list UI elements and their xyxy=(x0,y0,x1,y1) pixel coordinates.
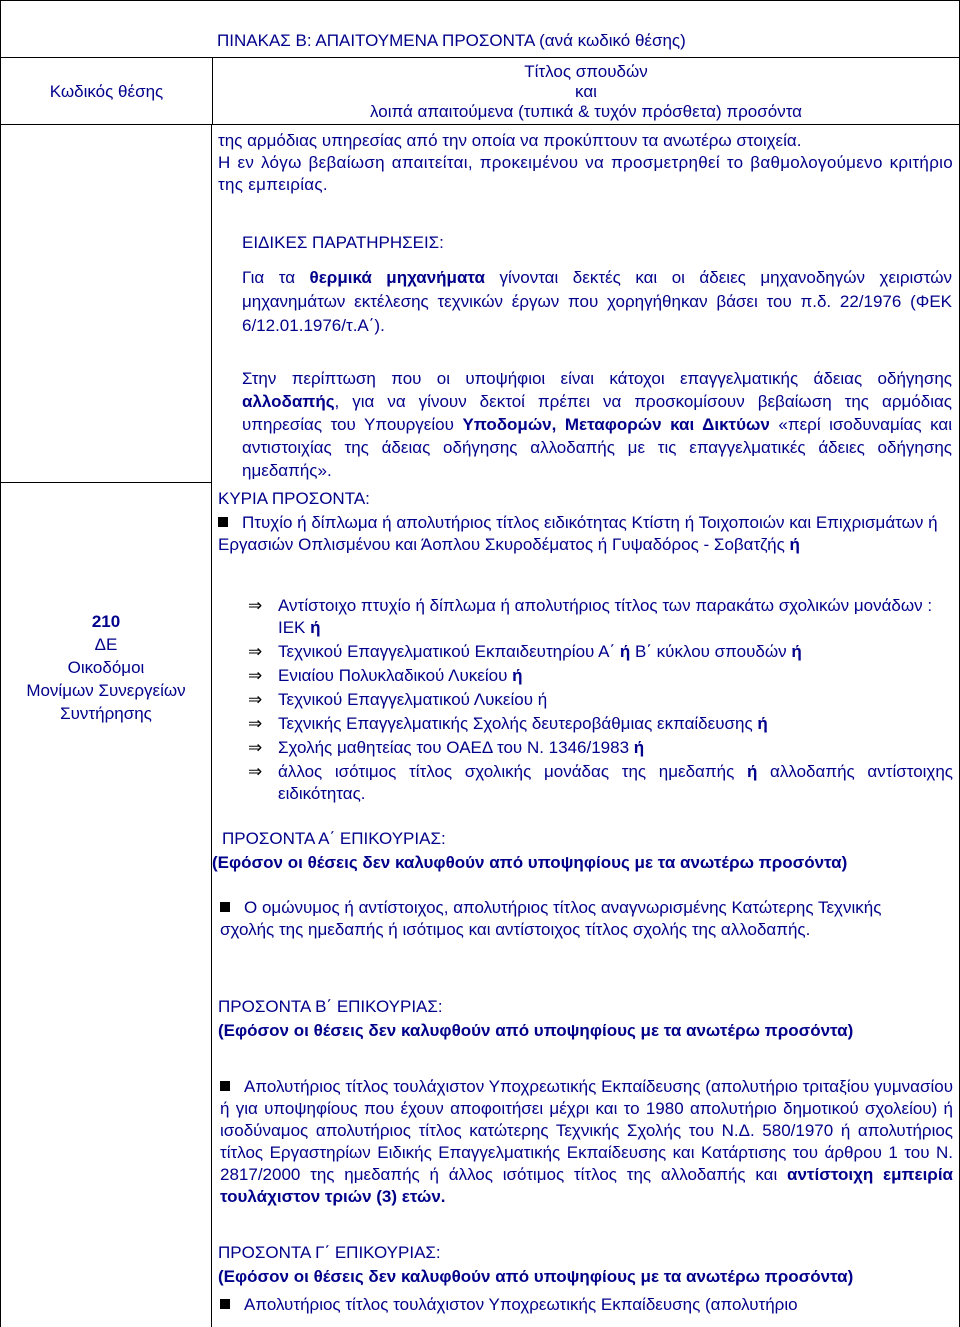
code-header-label: Κωδικός θέσης xyxy=(49,82,164,101)
special-notes-p1-a: Για τα xyxy=(242,268,310,287)
supp-b-item-text: Απολυτήριος τίτλος τουλάχιστον Υποχρεωτικής Εκπαίδευσης (απολυτήριο τριταξίου γυμνασίου ή για υποψηφίους που έχουν αποφοιτήσει μέχρι και το 1980 απολυτήριο δημοτικού σχολείου) ή ισοδύναμος απολυτήριος τίτλος κατώτερης Τεχνικής Σχολής του Ν.Δ. 580/1970 ή απολυτήριος τίτλος Εργαστηρίων Ειδικής Επαγγελματικής Εκπαίδευσης και Κατάρτισης του άρθρου 1 του Ν. 2817/2000 της ημεδαπής ή άλλος ισότιμος τίτλος της αλλοδαπής και xyxy=(220,1077,953,1184)
supp-a-condition: (Εφόσον οι θέσεις δεν καλυφθούν από υποψηφίους με τα ανωτέρω προσόντα) xyxy=(212,853,848,872)
supp-a-item-text: Ο ομώνυμος ή αντίστοιχος, απολυτήριος τίτλος αναγνωρισμένης Κατώτερης Τεχνικής σχολής της ημεδαπής ή ισότιμος και αντίστοιχος τίτλος σχολής της αλλοδαπής. xyxy=(220,898,882,939)
main-qualifications-heading: ΚΥΡΙΑ ΠΡΟΣΟΝΤΑ: xyxy=(218,489,370,508)
table-title: ΠΙΝΑΚΑΣ Β: ΑΠΑΙΤΟΥΜΕΝΑ ΠΡΟΣΟΝΤΑ (ανά κωδικό θέσης) xyxy=(217,31,686,50)
left-column-divider xyxy=(0,482,212,483)
header-title-line3: λοιπά απαιτούμενα (τυπικά & τυχόν πρόσθετα) προσόντα xyxy=(370,102,802,121)
sub-item-1-or-mid: ή xyxy=(619,642,631,661)
position-code-cell xyxy=(0,125,212,1327)
header-title-line1: Τίτλος σπουδών xyxy=(524,62,648,81)
position-category: ΔΕ xyxy=(94,635,118,654)
supp-a-heading: ΠΡΟΣΟΝΤΑ Α΄ ΕΠΙΚΟΥΡΙΑΣ: xyxy=(222,829,446,848)
sub-item-4-text: Τεχνικής Επαγγελματικής Σχολής δευτεροβάθμιας εκπαίδευσης xyxy=(278,714,758,733)
position-name-line2: Μονίμων Συνεργείων xyxy=(26,681,186,700)
qualifications-cell xyxy=(212,125,960,1327)
square-bullet-icon xyxy=(218,517,228,527)
sub-item-2-or: ή xyxy=(512,666,523,685)
sub-item-2-text: Ενιαίου Πολυκλαδικού Λυκείου xyxy=(278,666,513,685)
special-notes-p2-bold2: Υποδομών, Μεταφορών και Δικτύων xyxy=(462,415,770,434)
sub-item-6-text: άλλος ισότιμος τίτλος σχολικής μονάδας της ημεδαπής xyxy=(278,762,747,781)
main-item-or: ή xyxy=(789,535,800,554)
main-qualification-item xyxy=(218,512,953,556)
double-arrow-icon: ⇒ xyxy=(248,762,263,781)
sub-item-1-text2: Β΄ κύκλου σπουδών xyxy=(630,642,792,661)
sub-item-6-text2: αλλοδαπής αντίστοιχης ειδικότητας. xyxy=(278,762,953,803)
position-code: 210 xyxy=(91,612,121,631)
special-notes-p1 xyxy=(242,266,952,338)
special-notes-heading: ΕΙΔΙΚΕΣ ΠΑΡΑΤΗΡΗΣΕΙΣ: xyxy=(242,233,444,252)
position-name-line3: Συντήρησης xyxy=(60,704,152,723)
double-arrow-icon: ⇒ xyxy=(248,690,263,709)
sub-item-0 xyxy=(278,595,953,639)
sub-item-0-text: Αντίστοιχο πτυχίο ή δίπλωμα ή απολυτήριος τίτλος των παρακάτω σχολικών μονάδων : ΙΕΚ xyxy=(278,596,933,637)
table-header-row xyxy=(0,57,960,125)
sub-item-1-text: Τεχνικού Επαγγελματικού Εκπαιδευτηρίου Α΄ xyxy=(278,642,620,661)
sub-item-5-or: ή xyxy=(633,738,645,757)
double-arrow-icon: ⇒ xyxy=(248,714,263,733)
sub-item-5-text: Σχολής μαθητείας του ΟΑΕΔ του Ν. 1346/1983 xyxy=(278,738,634,757)
sub-item-2 xyxy=(278,665,523,687)
supp-a-item xyxy=(220,897,910,941)
main-item-text: Πτυχίο ή δίπλωμα ή απολυτήριος τίτλος ειδικότητας Κτίστη ή Τοιχοποιών και Επιχρισμάτων ή Εργασιών Οπλισμένου και Άοπλου Σκυροδέματος ή Γυψαδόρος - Σοβατζής xyxy=(218,513,938,554)
supp-c-condition: (Εφόσον οι θέσεις δεν καλυφθούν από υποψηφίους με τα ανωτέρω προσόντα) xyxy=(218,1267,854,1286)
supp-c-item xyxy=(220,1294,953,1316)
sub-item-3-text: Τεχνικού Επαγγελματικού Λυκείου ή xyxy=(278,690,548,709)
supp-c-heading: ΠΡΟΣΟΝΤΑ Γ΄ ΕΠΙΚΟΥΡΙΑΣ: xyxy=(218,1243,441,1262)
sub-item-6 xyxy=(278,761,953,805)
position-name-line1: Οικοδόμοι xyxy=(67,658,145,677)
special-notes-p2-c: , για να γίνουν δεκτοί πρέπει να προσκομίσουν βεβαίωση της αρμόδιας υπηρεσίας του Υπουργείου xyxy=(242,392,952,434)
sub-item-4-or: ή xyxy=(757,714,768,733)
supp-b-heading: ΠΡΟΣΟΝΤΑ Β΄ ΕΠΙΚΟΥΡΙΑΣ: xyxy=(218,997,443,1016)
square-bullet-icon xyxy=(220,1081,230,1091)
sub-item-6-or-mid: ή xyxy=(746,762,758,781)
code-header-cell xyxy=(1,58,213,124)
special-notes-p1-bold: θερμικά μηχανήματα xyxy=(309,268,485,287)
special-notes-p2 xyxy=(242,367,952,482)
position-code-block xyxy=(1,610,211,725)
qualifications-header-cell xyxy=(213,58,959,124)
sub-item-3 xyxy=(278,689,547,711)
sub-item-1-or: ή xyxy=(791,642,802,661)
table-title-row xyxy=(0,0,960,58)
intro-line1: της αρμόδιας υπηρεσίας από την οποία να προκύπτουν τα ανωτέρω στοιχεία. xyxy=(218,131,802,150)
intro-line2: Η εν λόγω βεβαίωση απαιτείται, προκειμένου να προσμετρηθεί το βαθμολογούμενο κριτήριο της εμπειρίας. xyxy=(218,153,953,194)
special-notes-p2-bold1: αλλοδαπής xyxy=(242,392,335,411)
sub-item-5 xyxy=(278,737,644,759)
special-notes-p2-e: «περί ισοδυναμίας και αντιστοιχίας της άδειας οδήγησης αλλοδαπής με τις επαγγελματικές άδειες οδήγησης ημεδαπής». xyxy=(242,415,952,480)
double-arrow-icon: ⇒ xyxy=(248,596,263,615)
header-title-line2: και xyxy=(575,82,597,101)
square-bullet-icon xyxy=(220,1299,230,1309)
square-bullet-icon xyxy=(220,902,230,912)
supp-c-item-text: Απολυτήριος τίτλος τουλάχιστον Υποχρεωτικής Εκπαίδευσης (απολυτήριο xyxy=(244,1295,798,1314)
supp-b-item-bold: αντίστοιχη εμπειρία τουλάχιστον τριών (3) ετών. xyxy=(220,1165,954,1206)
double-arrow-icon: ⇒ xyxy=(248,666,263,685)
double-arrow-icon: ⇒ xyxy=(248,738,263,757)
sub-item-4 xyxy=(278,713,768,735)
sub-item-0-or: ή xyxy=(310,618,321,637)
special-notes-p2-a: Στην περίπτωση που οι υποψήφιοι είναι κάτοχοι επαγγελματικής άδειας οδήγησης xyxy=(242,369,952,388)
special-notes-p1-c: γίνονται δεκτές και οι άδειες μηχανοδηγών χειριστών μηχανημάτων εκτέλεσης τεχνικών έργων που χορηγήθηκαν βάσει του π.δ. 22/1976 (ΦΕΚ 6/12.01.1976/τ.Α΄). xyxy=(242,268,953,335)
double-arrow-icon: ⇒ xyxy=(248,642,263,661)
sub-item-1 xyxy=(278,641,802,663)
supp-b-condition: (Εφόσον οι θέσεις δεν καλυφθούν από υποψηφίους με τα ανωτέρω προσόντα) xyxy=(218,1021,854,1040)
supp-b-item xyxy=(220,1076,953,1208)
